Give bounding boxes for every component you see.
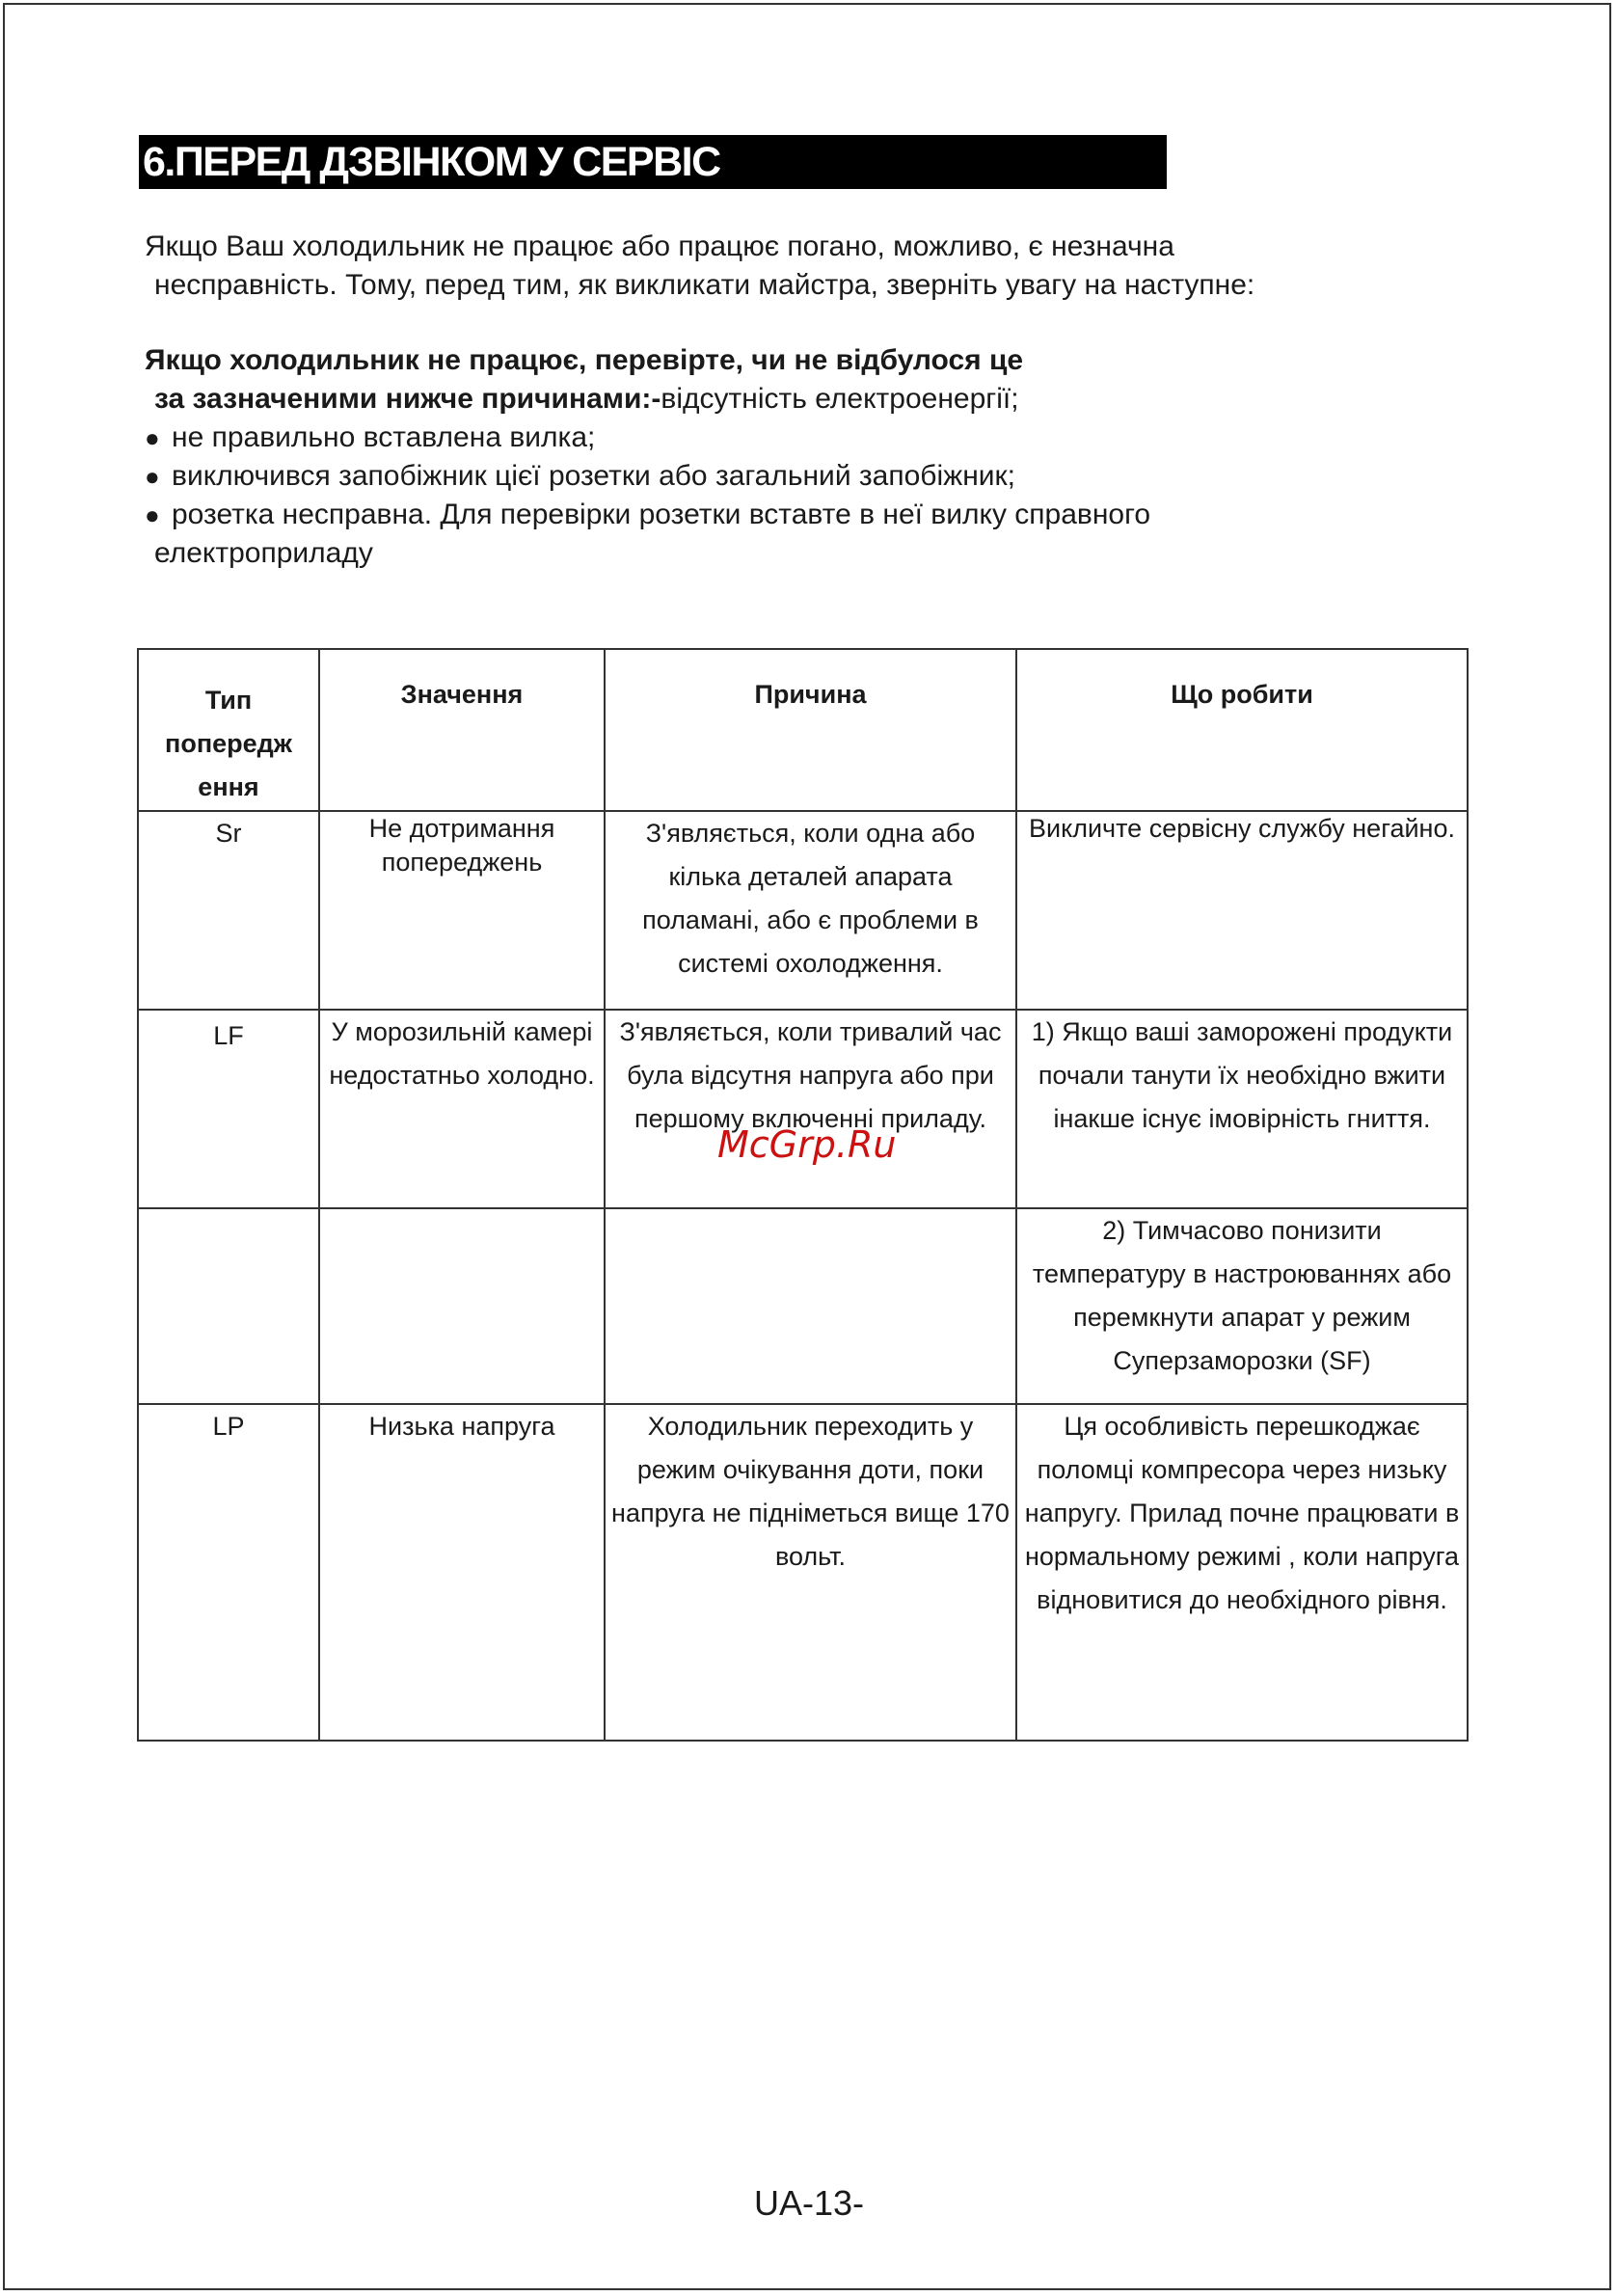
header-meaning: Значення: [319, 649, 605, 811]
checklist-item-continuation: електроприладу: [154, 537, 373, 569]
checklist-heading-2-rest: відсутність електроенергії;: [661, 383, 1019, 415]
page-number: UA-13-: [753, 2183, 865, 2223]
checklist: [145, 341, 1398, 573]
warning-table: [137, 648, 1469, 1742]
table-header-row: [138, 649, 1468, 811]
cell-action: Ця особливість перешкоджає поломці компресора через низьку напругу. Прилад почне працювати в нормальному режимі , коли напруга відновитися до необхідного рівня.: [1016, 1404, 1468, 1741]
checklist-item: ● не правильно вставлена вилка;: [145, 419, 1398, 457]
intro-paragraph: [145, 228, 1398, 305]
header-action: Що робити: [1016, 649, 1468, 811]
bullet-icon: ●: [145, 462, 160, 491]
table-row: [138, 1208, 1468, 1404]
cell-meaning: [319, 1208, 605, 1404]
header-type: Тип попередж ення: [138, 649, 319, 811]
checklist-heading-1: Якщо холодильник не працює, перевірте, чи не відбулося це: [145, 344, 1024, 376]
cell-meaning: Не дотримання попереджень: [319, 811, 605, 1010]
cell-cause: З'являється, коли тривалий час була відсутня напруга або при першому включенні приладу.: [605, 1010, 1016, 1208]
checklist-item: ● розетка несправна. Для перевірки розетки вставте в неї вилку справного: [145, 496, 1398, 534]
cell-action: Викличте сервісну службу негайно.: [1016, 811, 1468, 1010]
table-row: [138, 1010, 1468, 1208]
table-row: [138, 811, 1468, 1010]
cell-cause: [605, 1208, 1016, 1404]
bullet-icon: ●: [145, 500, 160, 529]
cell-type: [138, 1208, 319, 1404]
watermark: McGrp.Ru: [717, 1123, 897, 1166]
header-cause: Причина: [605, 649, 1016, 811]
checklist-heading-2: [145, 380, 1398, 419]
table-row: [138, 1404, 1468, 1741]
intro-line-2: несправність. Тому, перед тим, як викликати майстра, зверніть увагу на наступне:: [154, 269, 1255, 301]
checklist-item: ● виключився запобіжник цієї розетки або загальний запобіжник;: [145, 457, 1398, 496]
intro-line-1: Якщо Ваш холодильник не працює або працює погано, можливо, є незначна: [145, 230, 1174, 262]
cell-action: 1) Якщо ваші заморожені продукти почали танути їх необхідно вжити інакше існує імовірність гниття.: [1016, 1010, 1468, 1208]
cell-type: LP: [138, 1404, 319, 1741]
checklist-heading-2-bold: за зазначеними нижче причинами:-: [154, 383, 661, 415]
cell-type: Sr: [138, 811, 319, 1010]
cell-cause: Холодильник переходить у режим очікування доти, поки напруга не підніметься вище 170 вольт.: [605, 1404, 1016, 1741]
cell-meaning: У морозильній камері недостатньо холодно.: [319, 1010, 605, 1208]
bullet-icon: ●: [145, 423, 160, 452]
cell-cause: З'являється, коли одна або кілька деталей апарата поламані, або є проблеми в системі охолодження.: [605, 811, 1016, 1010]
cell-meaning: Низька напруга: [319, 1404, 605, 1741]
section-title: 6.ПЕРЕД ДЗВІНКОМ У СЕРВІС: [139, 135, 1167, 189]
cell-type: LF: [138, 1010, 319, 1208]
cell-action: 2) Тимчасово понизити температуру в настроюваннях або перемкнути апарат у режим Суперзаморозки (SF): [1016, 1208, 1468, 1404]
